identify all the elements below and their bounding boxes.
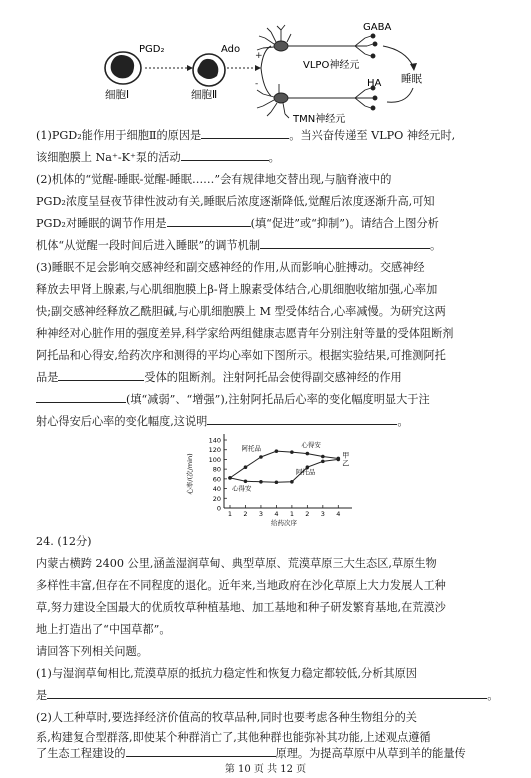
q24-part1-line1 [36,662,504,686]
vlpo-to-sleep-arrow [383,46,413,66]
q23-part3-line6 [36,366,504,390]
q24-p3: 草,努力建设全国最大的优质牧草种植基地、加工基地和种子研发繁育基地,在荒漠沙 [36,601,446,614]
y-tick-label: 140 [208,436,221,445]
q23-p3h: (填“减弱”、“增强”),注射阿托品后心率的变化幅度明显大于注 [126,393,430,406]
ha-label: HA [367,78,382,89]
y-tick-label: 100 [208,455,221,464]
q23-part3-line8 [36,410,504,434]
q24-p5: 请回答下列相关问题。 [36,645,148,658]
cell-1-drawing [105,52,141,84]
q24-intro-1 [36,552,504,576]
q23-part3-line7 [36,388,504,412]
svg-text:-: - [255,79,259,89]
answer-blank[interactable] [47,686,487,699]
q23-p3b: 释放去甲肾上腺素,与心肌细胞膜上β-肾上腺素受体结合,心肌细胞收缩加强,心率加 [36,283,438,296]
q23-p1b: 。当兴奋传递至 VLPO 神经元时, [289,129,456,142]
annotation-propranolol-1: 心得安 [301,440,321,449]
q23-part3-line5 [36,344,504,368]
cell-1-label: 细胞Ⅰ [105,89,130,101]
x-tick-label: 2 [243,510,248,518]
ado-label: Ado [221,44,241,55]
q23-p2d: (填“促进”或“抑制”)。请结合上图分析 [250,217,439,230]
q23-p2e: 机体“从觉醒一段时间后进入睡眠”的调节机制 [36,239,261,252]
data-point [306,452,310,456]
data-point [228,476,232,480]
annotation-propranolol-2: 心得安 [232,484,252,493]
q24-p4: 地上打造出了“中国草都”。 [36,623,171,636]
sleep-regulation-diagram [95,20,455,128]
q23-p3f: 品是 [36,371,59,384]
q23-part2-line4 [36,234,504,258]
vlpo-label: VLPO神经元 [303,60,360,71]
q24-p10b: 原理。为提高草原中从草到羊的能量传 [275,747,466,760]
y-tick-label: 40 [212,485,221,494]
answer-blank[interactable] [207,412,397,425]
data-point [337,458,341,462]
answer-blank[interactable] [58,368,144,381]
q23-p3g: 受体的阻断剂。注射阿托品会使得副交感神经的作用 [144,371,402,384]
annotation-atropine-1: 阿托品 [241,444,261,453]
tmn-neuron-drawing [257,84,377,118]
q23-p3i: 射心得安后心率的变化幅度,这说明 [36,415,208,428]
q24-intro-4 [36,618,504,642]
data-point [259,480,263,484]
q23-part1-line1 [36,124,504,148]
q24-intro-3 [36,596,504,620]
data-point [275,449,279,453]
q23-p3j: 。 [397,415,409,428]
sleep-label: 睡眠 [401,73,422,85]
q23-p3e: 阿托品和心得安,给药次序和测得的平均心率如下图所示。根据实验结果,可推测阿托 [36,349,446,362]
q23-part3-line3 [36,300,504,324]
q23-p3d: 种神经对心脏作用的强度差异,科学家给两组健康志愿青年分别注射等量的受体阻断剂 [36,327,454,340]
data-point [321,455,325,459]
y-tick-label: 20 [212,494,221,503]
annotation-atropine-2: 阿托品 [295,468,316,476]
q23-part2-line3 [36,212,504,236]
answer-blank[interactable] [126,744,276,757]
heart-rate-chart [180,432,370,528]
x-axis-label: 给药次序 [271,519,297,527]
answer-blank[interactable] [36,390,126,403]
page-footer: 第 10 页 共 12 页 [224,764,307,775]
q24-part1-line2 [36,684,504,708]
q24-intro-2 [36,574,504,598]
q23-part3-line1 [36,256,504,280]
q23-p1d: 。 [268,151,280,164]
pgd2-label: PGD₂ [139,44,165,55]
answer-blank[interactable] [167,214,251,227]
data-point [259,455,263,459]
series-name: 乙 [342,459,350,468]
x-tick-label: 4 [274,510,279,518]
q23-part2-line1 [36,168,504,192]
y-tick-label: 60 [212,475,221,484]
data-point [290,450,294,454]
data-point [244,465,248,469]
data-point [321,460,325,464]
cell-2-label: 细胞Ⅱ [191,89,218,101]
y-tick-label: 80 [212,465,221,474]
x-tick-label: 4 [336,510,341,518]
q23-part3-line4 [36,322,504,346]
q23-p1c: 该细胞膜上 Na⁺-K⁺泵的活动 [36,151,181,164]
q23-p2f: 。 [430,239,442,252]
q24-p2: 多样性丰富,但存在不同程度的退化。近年来,当地政府在沙化草原上大力发展人工种 [36,579,446,592]
q24-head: 24. (12分) [36,535,92,548]
q24-p8: (2)人工种草时,要选择经济价值高的牧草品种,同时也要考虑各种生物组分的关 [36,711,417,724]
q23-p2a: (2)机体的“觉醒-睡眠-觉醒-睡眠……”会有规律地交替出现,与脑脊液中的 [36,173,392,186]
q24-p6: (1)与湿润草甸相比,荒漠草原的抵抗力稳定性和恢复力稳定都较低,分析其原因 [36,667,417,680]
x-tick-label: 1 [289,510,294,518]
series-name: 甲 [342,451,350,460]
tmn-label: TMN神经元 [293,114,346,125]
q23-p3a: (3)睡眠不足会影响交感神经和副交感神经的作用,从而影响心脏搏动。交感神经 [36,261,425,274]
x-tick-label: 2 [305,510,310,518]
q24-prompt [36,640,504,664]
data-point [244,479,248,483]
q24-header [36,530,504,554]
x-tick-label: 1 [227,510,233,518]
q24-p7b: 。 [487,689,499,702]
q23-p2b: PGD₂浓度呈昼夜节律性波动有关,睡眠后浓度逐渐降低,觉醒后浓度逐渐升高,可知 [36,195,435,208]
sleep-to-tmn-line [387,88,413,102]
answer-blank[interactable] [201,126,289,139]
q23-part2-line2 [36,190,504,214]
data-point [290,480,294,484]
q24-p10a: 了生态工程建设的 [36,747,126,760]
x-tick-label: 3 [320,510,325,518]
answer-blank[interactable] [260,236,430,249]
y-axis-label: 心率/(次/min) [186,453,194,495]
vlpo-neuron-drawing [257,25,377,58]
svg-text:+: + [255,51,263,61]
q24-p9: 系,构建复合型群落,即使某个种群消亡了,其他种群也能弥补其功能,上述观点遵循 [36,731,431,744]
answer-blank[interactable] [181,148,269,161]
q24-p7: 是 [36,689,48,702]
gaba-label: GABA [363,22,392,33]
q23-p3c: 快;副交感神经释放乙酰胆碱,与心肌细胞膜上 M 型受体结合,心率减慢。为研究这两 [36,305,446,318]
data-point [275,480,279,484]
q23-p1a: (1)PGD₂能作用于细胞Ⅱ的原因是 [36,129,202,142]
q23-part1-line2 [36,146,504,170]
q23-p2c: PGD₂对睡眠的调节作用是 [36,217,167,230]
y-tick-label: 0 [216,504,221,513]
q23-part3-line2 [36,278,504,302]
x-tick-label: 3 [258,510,264,518]
q24-p1: 内蒙古横跨 2400 公里,涵盖湿润草甸、典型草原、荒漠草原三大生态区,草原生物 [36,557,437,570]
cell-2-drawing [193,54,225,86]
y-tick-label: 120 [208,446,221,455]
